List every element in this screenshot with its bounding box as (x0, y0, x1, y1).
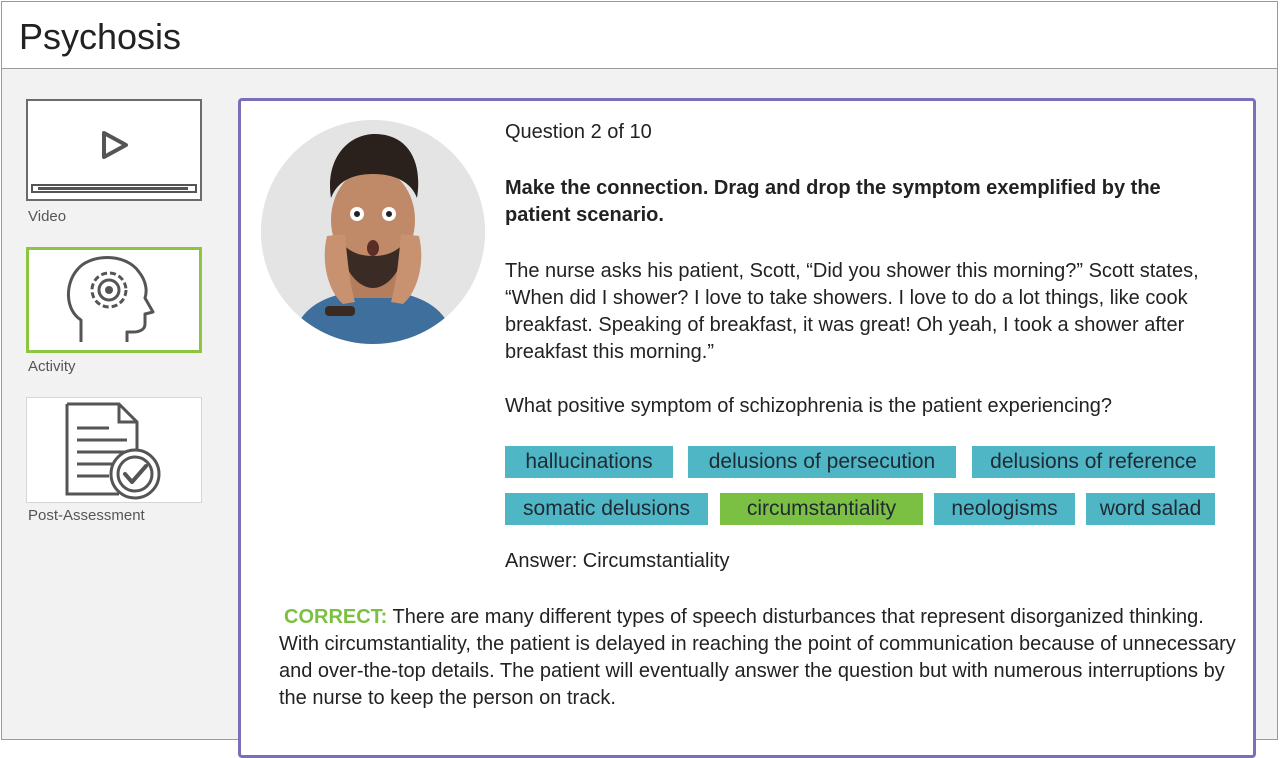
app-frame (1, 1, 1278, 740)
nav-activity-button[interactable] (26, 247, 202, 353)
question-card (238, 98, 1256, 758)
patient-photo-icon (261, 120, 485, 344)
nav-post-assessment-label: Post-Assessment (28, 507, 145, 524)
patient-avatar (261, 120, 485, 344)
page-title: Psychosis (19, 16, 182, 57)
option-chip[interactable]: hallucinations (505, 446, 673, 478)
question-prompt: Make the connection. Drag and drop the symptom exemplified by the patient scenario. (505, 177, 1161, 226)
option-chip[interactable]: delusions of persecution (688, 446, 956, 478)
option-chip[interactable]: neologisms (934, 493, 1075, 525)
answer-text: Answer: Circumstantiality (505, 550, 730, 572)
nav-activity-label: Activity (28, 358, 76, 375)
nav-video-label: Video (28, 208, 67, 225)
play-video-icon (28, 101, 200, 199)
nav-post-assessment-button[interactable] (26, 397, 202, 503)
option-chip[interactable]: somatic delusions (505, 493, 708, 525)
nav-video-button[interactable] (26, 99, 202, 201)
question-counter: Question 2 of 10 (505, 121, 652, 143)
feedback-text (279, 604, 1239, 712)
option-chip[interactable]: delusions of reference (972, 446, 1215, 478)
option-chip-correct[interactable]: circumstantiality (720, 493, 923, 525)
feedback-body: There are many different types of speech disturbances that represent disorganized thinking. With circumstantiality, the patient is delayed in reaching the point of communication because of unnecessary and over-the-top details. The patient will eventually answer the question but with numerous interruptions by the nurse to keep the person on track. (279, 606, 1236, 709)
document-check-icon (27, 398, 201, 502)
question-text: What positive symptom of schizophrenia is the patient experiencing? (505, 395, 1112, 417)
patient-scenario: The nurse asks his patient, Scott, “Did you shower this morning?” Scott states, “When did I shower? I love to take showers. I love to do a lot things, like cook breakfast. Speaking of breakfast, it was great! Oh yeah, I took a shower after breakfast this morning.” (505, 260, 1199, 363)
title-bar (2, 2, 1277, 69)
correct-tag: CORRECT: (284, 606, 388, 628)
option-chip[interactable]: word salad (1086, 493, 1215, 525)
head-gear-icon (29, 250, 199, 350)
